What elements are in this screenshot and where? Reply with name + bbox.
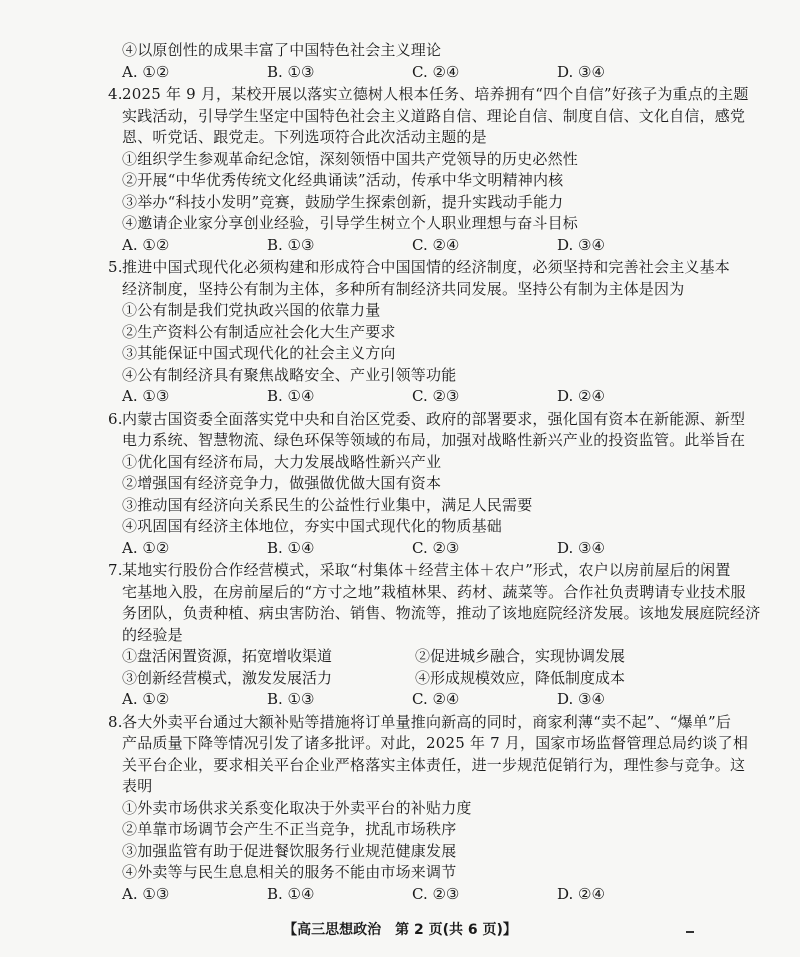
question-stem-line: 的经验是	[122, 625, 183, 644]
option-item: ④以原创性的成果丰富了中国特色社会主义理论	[122, 41, 442, 59]
question-5	[108, 257, 731, 408]
answer-d: D. ②④	[557, 387, 605, 405]
answer-a: A. ①②	[122, 538, 170, 557]
answer-a: A. ①②	[122, 62, 170, 81]
question-stem-line: 电力系统、智慧物流、绿色环保等领域的布局，加强对战略性新兴产业的投资监管。此举旨在	[122, 431, 746, 449]
question-stem-line: 关平台企业，要求相关平台企业严格落实主体责任，进一步规范促销行为，理性参与竞争。这	[122, 755, 746, 774]
answer-a: A. ①③	[122, 884, 170, 903]
answer-c: C. ②③	[412, 538, 460, 557]
question-stem-line: 表明	[122, 777, 153, 795]
question-stem-line: 6.内蒙古国资委全面落实党中央和自治区党委、政府的部署要求，强化国有资本在新能源、新型	[94, 409, 708, 431]
answer-a: A. ①③	[122, 387, 170, 405]
option-item: ①盘活闲置资源，拓宽增收渠道	[122, 647, 333, 665]
option-item: ①组织学生参观革命纪念馆，深刻领悟中国共产党领导的历史必然性	[122, 149, 579, 168]
option-item: ③推动国有经济向关系民生的公益性行业集中，满足人民需要	[122, 495, 533, 514]
question-number: 4.	[108, 85, 123, 103]
question-stem-line: 经济制度，坚持公有制为主体，多种所有制经济共同发展。坚持公有制为主体是因为	[122, 279, 685, 298]
option-row	[108, 646, 708, 668]
answer-b: B. ①④	[267, 387, 315, 405]
option-item: ①外卖市场供求关系变化取决于外卖平台的补贴力度	[122, 798, 472, 817]
answer-options	[108, 884, 708, 906]
option-item: ①公有制是我们党执政兴国的依靠力量	[122, 301, 381, 319]
option-item: ③创新经营模式，激发发展活力	[122, 668, 333, 687]
option-item: ②促进城乡融合，实现协调发展	[415, 647, 626, 665]
question-stem-line: 8.各大外卖平台通过大额补贴等措施将订单量推向新高的同时，商家利薄“卖不起”、“爆单”后	[94, 712, 708, 734]
question-number: 8.	[108, 712, 123, 731]
question-stem-line: 恩、听党话、跟党走。下列选项符合此次活动主题的是	[122, 128, 487, 146]
question-7	[108, 560, 761, 711]
question-number: 6.	[108, 409, 123, 428]
option-item: ②开展“中华优秀传统文化经典诵读”活动，传承中华文明精神内核	[122, 171, 564, 189]
question-4	[108, 84, 749, 256]
answer-c: C. ②④	[412, 235, 460, 254]
answer-b: B. ①④	[267, 884, 315, 903]
option-item: ①优化国有经济布局，大力发展战略性新兴产业	[122, 452, 442, 471]
answer-c: C. ②④	[412, 690, 460, 708]
page-content	[108, 40, 761, 906]
option-item: ④形成规模效应，降低制度成本	[415, 668, 626, 687]
answer-options	[108, 538, 708, 560]
question-stem-line: 4.2025 年 9 月，某校开展以落实立德树人根本任务、培养拥有“四个自信”好孩子为重点的主题	[94, 84, 708, 106]
answer-b: B. ①④	[267, 538, 315, 557]
answer-b: B. ①③	[267, 690, 315, 708]
answer-d: D. ③④	[557, 690, 605, 708]
answer-d: D. ③④	[557, 235, 605, 254]
option-item: ④外卖等与民生息息相关的服务不能由市场来调节	[122, 863, 457, 881]
option-item: ②生产资料公有制适应社会化大生产要求	[122, 322, 396, 341]
option-item: ③加强监管有助于促进餐饮服务行业规范健康发展	[122, 841, 457, 860]
option-item: ④公有制经济具有聚焦战略安全、产业引领等功能	[122, 365, 457, 384]
question-stem-line: 务团队，负责种植、病虫害防治、销售、物流等，推动了该地庭院经济发展。该地发展庭院经济	[122, 604, 761, 622]
question-6	[108, 409, 746, 560]
question-stem-line: 5.推进中国式现代化必须构建和形成符合中国国情的经济制度，必须坚持和完善社会主义基本	[94, 257, 708, 279]
option-item: ④巩固国有经济主体地位，夯实中国式现代化的物质基础	[122, 517, 503, 535]
answer-options	[108, 386, 708, 408]
question-stem-line: 宅基地入股，在房前屋后的“方寸之地”栽植林果、药材、蔬菜等。合作社负责聘请专业技术服	[122, 582, 746, 601]
answer-options	[108, 689, 708, 711]
answer-c: C. ②④	[412, 62, 460, 81]
question-stem-line: 实践活动，引导学生坚定中国特色社会主义道路自信、理论自信、制度自信、文化自信，感党	[122, 106, 746, 125]
answer-b: B. ①③	[267, 62, 315, 81]
option-row	[108, 668, 708, 690]
option-item: ②增强国有经济竞争力，做强做优做大国有资本	[122, 474, 442, 492]
answer-c: C. ②③	[412, 387, 460, 405]
option-item: ③其能保证中国式现代化的社会主义方向	[122, 344, 396, 362]
option-item: ④邀请企业家分享创业经验，引导学生树立个人职业理想与奋斗目标	[122, 214, 579, 232]
answer-options	[108, 62, 708, 84]
answer-a: A. ①②	[122, 235, 170, 254]
question-3-tail	[108, 40, 708, 83]
option-item: ②单靠市场调节会产生不正当竞争，扰乱市场秩序	[122, 820, 457, 838]
answer-c: C. ②③	[412, 884, 460, 903]
question-8	[108, 712, 749, 906]
option-item: ③举办“科技小发明”竞赛，鼓励学生探索创新，提升实践动手能力	[122, 192, 564, 211]
answer-b: B. ①③	[267, 235, 315, 254]
answer-a: A. ①②	[122, 690, 170, 708]
corner-mark	[686, 931, 694, 933]
answer-options	[108, 235, 708, 257]
question-stem-line: 7.某地实行股份合作经营模式，采取“村集体＋经营主体＋农户”形式，农户以房前屋后的闲置	[94, 560, 708, 582]
answer-d: D. ②④	[557, 884, 605, 903]
question-stem-line: 产品质量下降等情况引发了诸多批评。对此，2025 年 7 月，国家市场监督管理总局约谈了相	[122, 734, 749, 752]
question-number: 7.	[108, 561, 123, 579]
answer-d: D. ③④	[557, 538, 605, 557]
question-number: 5.	[108, 258, 123, 276]
answer-d: D. ③④	[557, 62, 605, 81]
page-footer: 【高三思想政治 第 2 页(共 6 页)】	[283, 922, 517, 938]
